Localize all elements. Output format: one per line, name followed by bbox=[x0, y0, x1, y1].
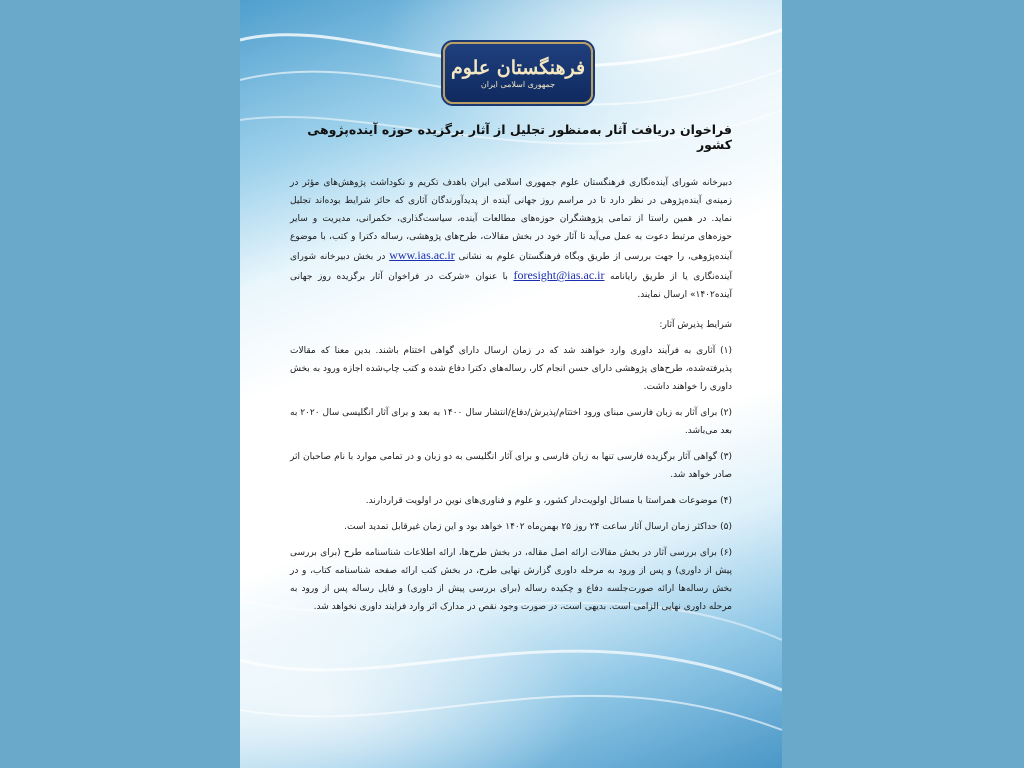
announcement-page bbox=[240, 0, 782, 768]
academy-logo bbox=[443, 42, 593, 104]
condition-item: (۴) موضوعات همراستا با مسائل اولویت‌دار کشور، و علوم و فناوری‌های نوین در اولویت قراردارند. bbox=[365, 496, 732, 506]
intro-text-3: با عنوان «شرکت در فراخوان آثار برگزیده روز جهانی آینده۱۴۰۲» ارسال نمایند. bbox=[290, 272, 732, 300]
condition-item: (۳) گواهی آثار برگزیده فارسی تنها به زبان فارسی و برای آثار انگلیسی به دو زبان و در تمامی موارد با نام صاحبان اثر صادر خواهد شد. bbox=[290, 452, 732, 480]
right-background-panel bbox=[782, 0, 1024, 768]
intro-paragraph bbox=[290, 174, 732, 304]
intro-text-1: دبیرخانه شورای آینده‌نگاری فرهنگستان علوم جمهوری اسلامی ایران باهدف تکریم و نکوداشت پژوهش‌های مؤثر در زمینه‌ی آینده‌پژوهی در نظر دارد تا در مراسم روز جهانی آینده از پدیدآورندگان آثاری که حائز شرایط بوده‌اند تجلیل نماید. در همین راستا از تمامی پژوهشگران حوزه‌های مطالعات آینده، سیاست‌گذاری، حکمرانی، مدیریت و سایر حوزه‌های مرتبط دعوت به عمل می‌آید تا آثار خود در بخش مقالات، طرح‌های پژوهشی، رساله دکترا و کتب، با موضوع آینده‌پژوهی، را جهت بررسی از طریق وبگاه فرهنگستان علوم به نشانی bbox=[290, 178, 732, 262]
left-background-panel bbox=[0, 0, 240, 768]
condition-item: (۱) آثاری به فرآیند داوری وارد خواهند شد که در زمان ارسال دارای گواهی اختتام باشند. بدین معنا که مقالات پذیرفته‌شده، طرح‌های پژوهشی دارای حسن انجام کار، رساله‌های دکترا دفاع شده و کتب چاپ‌شده اجازه ورود به بخش داوری را خواهند داشت. bbox=[290, 346, 732, 392]
announcement-title: فراخوان دریافت آثار به‌منظور تجلیل از آثار برگزیده حوزه آینده‌پژوهی کشور bbox=[307, 122, 732, 152]
condition-item: (۵) حداکثر زمان ارسال آثار ساعت ۲۴ روز ۲۵ بهمن‌ماه ۱۴۰۲ خواهد بود و این زمان غیرقابل تمدید است. bbox=[344, 522, 732, 532]
logo-main-text: فرهنگستان علوم bbox=[450, 56, 586, 79]
conditions-heading: شرایط پذیرش آثار: bbox=[659, 320, 732, 330]
condition-item: (۲) برای آثار به زبان فارسی مبنای ورود اختتام/پذیرش/دفاع/انتشار سال ۱۴۰۰ به بعد و برای آثار انگلیسی سال ۲۰۲۰ به بعد می‌باشد. bbox=[290, 408, 732, 436]
website-link[interactable]: www.ias.ac.ir bbox=[389, 248, 455, 262]
condition-item: (۶) برای بررسی آثار در بخش مقالات ارائه اصل مقاله، در بخش طرح‌ها، ارائه اطلاعات شناسنامه طرح (برای بررسی پیش از داوری) و پس از ورود به مرحله داوری گزارش نهایی طرح، در بخش کتب ارائه صفحه شناسنامه کتاب، و در بخش رساله‌ها ارائه صورت‌جلسه دفاع و چکیده رساله (برای بررسی پیش از داوری) و فایل رساله پس از ورود به مرحله داوری نهایی الزامی است. بدیهی است، در صورت وجود نقص در مدارک اثر وارد فرایند داوری نخواهد شد. bbox=[290, 548, 732, 612]
logo-sub-text: جمهوری اسلامی ایران bbox=[480, 79, 556, 89]
intro-text-2: در بخش دبیرخانه شورای آینده‌نگاری یا از طریق رایانامه bbox=[290, 252, 732, 282]
announcement-body bbox=[290, 174, 732, 624]
email-link[interactable]: foresight@ias.ac.ir bbox=[513, 268, 605, 282]
